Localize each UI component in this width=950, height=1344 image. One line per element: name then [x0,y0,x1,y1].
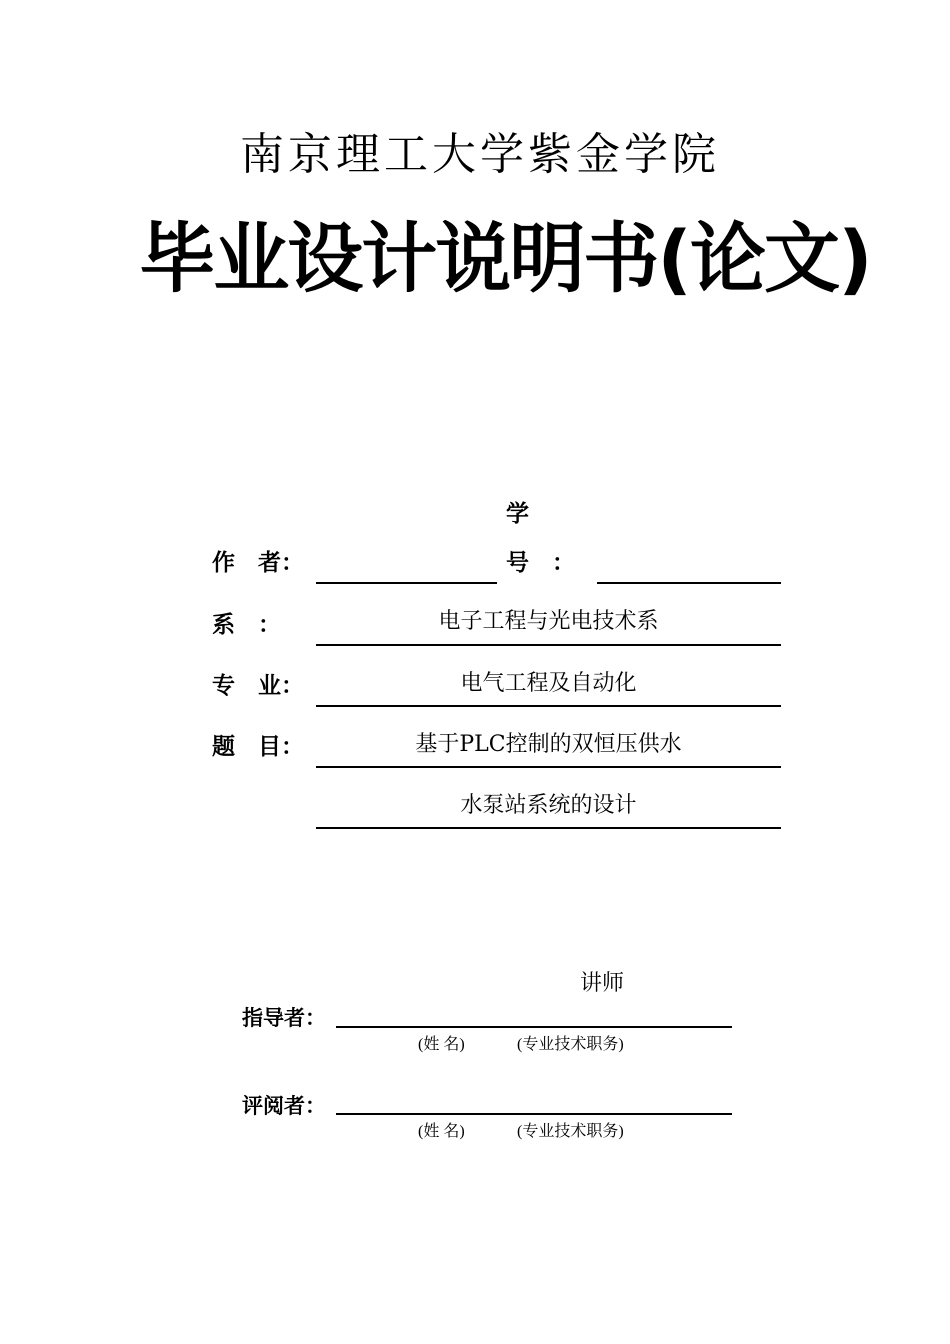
reviewer-name-hint: (姓 名) [418,1123,465,1140]
reviewer-label: 评阅者： [242,1094,326,1118]
advisor-name-hint: (姓 名) [418,1036,465,1053]
topic-field-line1 [316,766,781,768]
department-label: 系 ： [212,612,281,638]
department-field-line [316,644,781,646]
topic-line2: 水泵站系统的设计 [460,793,637,818]
author-label: 作 者： [212,550,304,576]
reviewer-field-line [336,1113,732,1115]
reviewer-title-hint: (专业技术职务) [517,1123,624,1140]
student-id-field-line [597,582,781,584]
advisor-label: 指导者： [242,1006,326,1030]
department-value: 电子工程与光电技术系 [438,609,659,634]
school-name: 南京理工大学紫金学院 [240,129,720,180]
advisor-title-hint: (专业技术职务) [517,1036,624,1053]
topic-line1: 基于PLC控制的双恒压供水 [415,732,682,757]
major-field-line [316,705,781,707]
document-title: 毕业设计说明书(论文) [139,214,871,303]
advisor-field-line [336,1026,732,1028]
major-label: 专 业： [212,673,304,699]
topic-field-line2 [316,827,781,829]
author-field-line [316,582,497,584]
student-id-label-bottom: 号 ： [506,550,575,576]
topic-label: 题 目： [212,734,304,760]
major-value: 电气工程及自动化 [460,671,637,696]
student-id-label-top: 学 [506,501,529,527]
advisor-title-value: 讲师 [580,971,625,996]
